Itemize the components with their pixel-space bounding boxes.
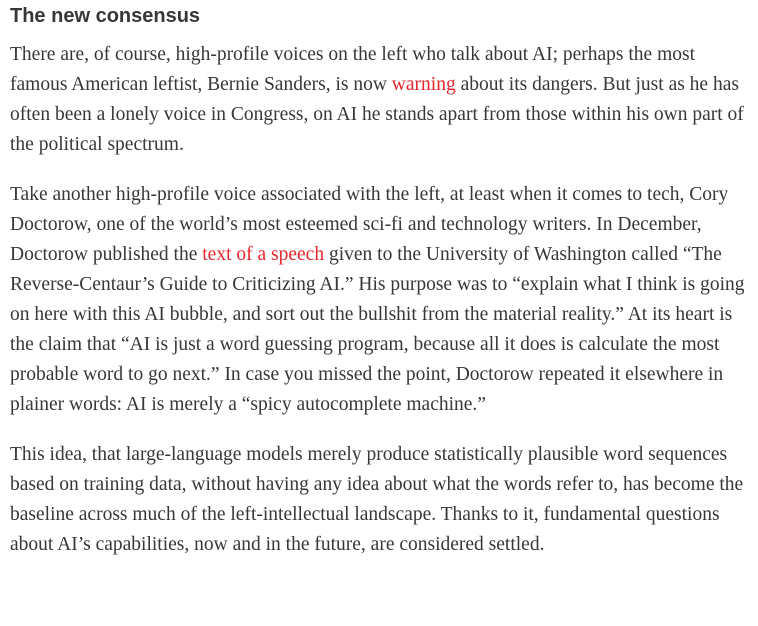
- speech-text-link[interactable]: text of a speech: [202, 244, 325, 265]
- paragraph-1-text-b: about its dangers. But just as he has often been a lonely voice in Congress, on AI he stands apart from those within his own part of the political spectrum.: [10, 74, 744, 155]
- paragraph-1: [10, 40, 748, 160]
- paragraph-2: [10, 180, 748, 420]
- paragraph-1-text-a: There are, of course, high-profile voices on the left who talk about AI; perhaps the most famous American leftist, Bernie Sanders, is now: [10, 44, 695, 95]
- paragraph-2-text-b: given to the University of Washington called “The Reverse-Centaur’s Guide to Criticizing AI.” His purpose was to “explain what I think is going on here with this AI bubble, and sort out the bullshit from the material reality.” At its heart is the claim that “AI is just a word guessing program, because all it does is calculate the most probable word to go next.” In case you missed the point, Doctorow repeated it elsewhere in plainer words: AI is merely a “spicy autocomplete machine.”: [10, 244, 745, 415]
- paragraph-3: [10, 440, 748, 560]
- paragraph-3-text: This idea, that large-language models merely produce statistically plausible word sequences based on training data, without having any idea about what the words refer to, has become the baseline across much of the left-intellectual landscape. Thanks to it, fundamental questions about AI’s capabilities, now and in the future, are considered settled.: [10, 444, 744, 555]
- paragraph-2-text-a: Take another high-profile voice associated with the left, at least when it comes to tech, Cory Doctorow, one of the world’s most esteemed sci-fi and technology writers. In December, Doctorow published the: [10, 184, 729, 265]
- section-heading: The new consensus: [10, 5, 201, 27]
- warning-link[interactable]: warning: [391, 74, 456, 95]
